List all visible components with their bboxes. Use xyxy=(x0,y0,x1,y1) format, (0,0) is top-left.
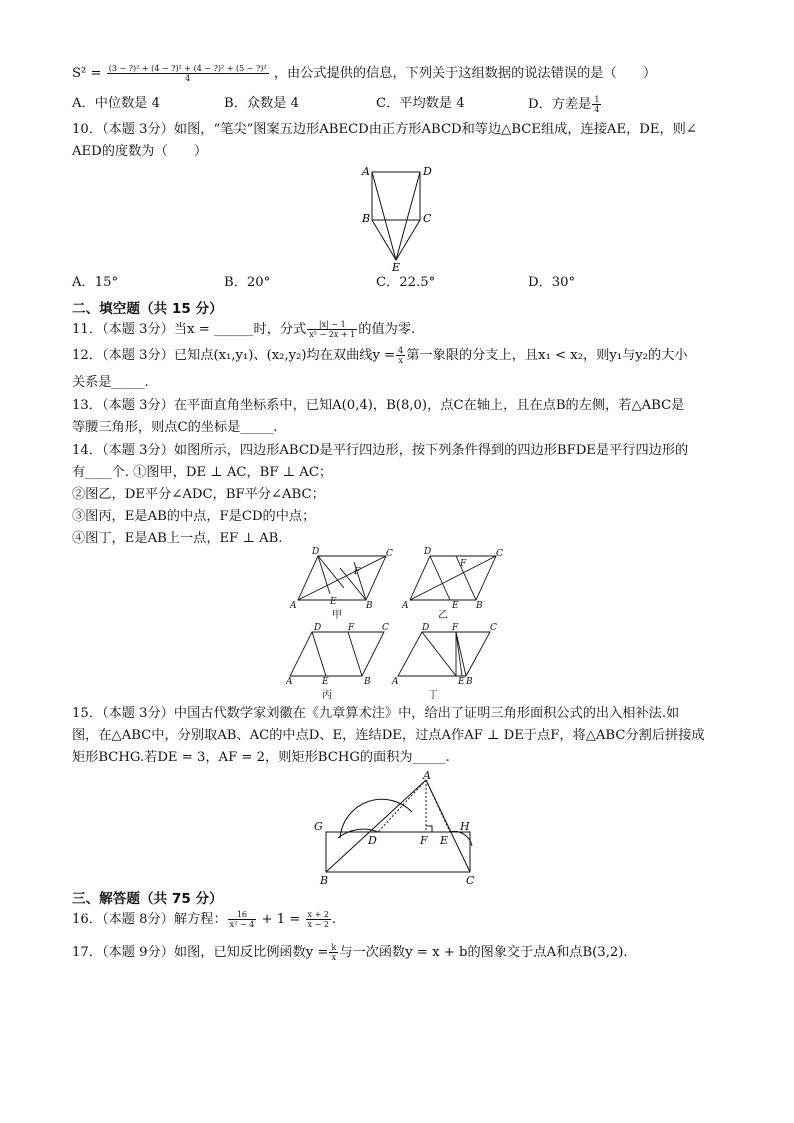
q15-label-f: F xyxy=(420,834,428,847)
q10-option-b: B．20° xyxy=(224,275,271,290)
q15-side-ab xyxy=(326,780,426,872)
q17-line: 17．（本题 9分）如图，已知反比例函数y = $\frac{k}{x}$ 与一次函数y = x + b的图象交于点A和点B(3,2). xyxy=(72,943,628,962)
q14-yi-label-c: C xyxy=(496,549,503,559)
q15-line3: 矩形BCHG.若DE = 3，AF = 2，则矩形BCHG的面积为_____. xyxy=(72,750,450,765)
q14-line5: ④图丁，E是AB上一点，EF ⊥ AB. xyxy=(72,531,283,546)
q15-label-c: C xyxy=(466,874,475,886)
q14-bing-label-e: E xyxy=(322,677,329,687)
q11-fraction: $\frac{|x| - 1}{\text{x² − 2x + 1}}$ xyxy=(309,320,356,339)
q14-bing-label-b: B xyxy=(364,677,371,687)
q9-formula-fraction xyxy=(107,64,269,83)
q14-yi-label-e: E xyxy=(452,601,459,611)
q14-ding-label-f: F xyxy=(452,623,459,633)
q14-jia-label-b: B xyxy=(366,601,373,611)
q14-bing-label-f: F xyxy=(348,623,355,633)
q16-fraction-left: $\frac{16}{\text{x² − 4}}$ xyxy=(229,910,255,929)
q15-dash-ad xyxy=(378,780,426,832)
q9-formula-numerator: (3 − ?)² + (4 − ?)² + (4 − ?)² + (5 − ?)² xyxy=(108,64,267,73)
q9-option-d: D．方差是 $\frac{1}{4}$ xyxy=(528,95,600,114)
q14-figure-yi xyxy=(410,556,496,600)
q10-label-c: C xyxy=(423,212,432,225)
q10-option-a: A．15° xyxy=(72,275,119,290)
q14-bing-label-d: D xyxy=(314,623,322,633)
q14-line1: 14．（本题 3分）如图所示，四边形ABCD是平行四边形，按下列条件得到的四边形BFDE是平行四边形的 xyxy=(72,443,689,458)
q15-rotation-arc-right xyxy=(450,831,472,846)
q9-option-c: C．平均数是 4 xyxy=(376,96,465,111)
q15-label-d: D xyxy=(368,834,377,847)
q14-yi-label-b: B xyxy=(476,601,483,611)
q15-label-g: G xyxy=(314,820,323,833)
q15-figure xyxy=(312,768,492,886)
q12-line1: 12．（本题 3分）已知点(x₁,y₁)、(x₂,y₂)均在双曲线y = $\frac{4}{x}$ 第一象限的分支上，且x₁ < x₂，则y₁与y₂的大小 xyxy=(72,346,688,365)
q10-line2: AED的度数为（ ） xyxy=(72,144,208,159)
q14-figure-bing xyxy=(290,632,384,676)
q16-fraction-right: $\frac{x + 2}{x - 2}$ xyxy=(307,910,329,929)
q14-line4: ③图丙，E是AB的中点，F是CD的中点； xyxy=(72,509,316,524)
q11-line: 11．（本题 3分）当x = ______时，分式 $\frac{|x| - 1}{\text{x² − 2x + 1}}$ 的值为零. xyxy=(72,320,416,339)
q14-jia-label-a: A xyxy=(290,601,297,611)
section-fill-in-title: 二、填空题（共 15 分） xyxy=(72,301,223,317)
q9-formula-denominator: 4 xyxy=(185,74,191,83)
q13-line2: 等腰三角形，则点C的坐标是_____. xyxy=(72,420,278,435)
q15-right-angle xyxy=(426,826,432,832)
q10-segment-ae xyxy=(372,172,396,260)
q10-label-a: A xyxy=(362,165,370,178)
q10-option-d: D．30° xyxy=(528,275,576,290)
q14-bing-label-a: A xyxy=(286,677,293,687)
q16-line: 16．（本题 8分）解方程： $\frac{16}{\text{x² − 4}}$ + 1 = $\frac{x + 2}{x - 2}$ . xyxy=(72,910,337,929)
q15-line2: 图，在△ABC中，分别取AB、AC的中点D、E，连结DE，过点A作AF ⊥ DE于点F，将△ABC分割后拼接成 xyxy=(72,728,705,743)
q9-text: ，由公式提供的信息，下列关于这组数据的说法错误的是（ ） xyxy=(273,66,657,81)
q15-line1: 15．（本题 3分）中国古代数学家刘徽在《九章算术注》中，给出了证明三角形面积公式的出入相补法.如 xyxy=(72,706,680,721)
q10-triangle xyxy=(372,220,420,260)
q10-figure xyxy=(356,160,436,272)
q10-segment-de xyxy=(396,172,420,260)
q14-jia-label-c: C xyxy=(386,549,393,559)
q14-yi-label-a: A xyxy=(402,601,409,611)
q15-label-e: E xyxy=(440,834,449,847)
q14-ding-label-d: D xyxy=(422,623,430,633)
q14-jia-label-d: D xyxy=(312,547,320,557)
q14-yi-label-f: F xyxy=(460,559,467,569)
q9-option-a: A．中位数是 4 xyxy=(72,96,161,111)
q15-label-a: A xyxy=(423,769,431,782)
q14-caption-yi: 乙 xyxy=(438,610,448,621)
q13-line1: 13．（本题 3分）在平面直角坐标系中，已知A(0,4)，B(8,0)，点C在轴上，且在点B的左侧，若△ABC是 xyxy=(72,398,685,413)
q14-yi-label-d: D xyxy=(424,547,432,557)
q10-square xyxy=(372,172,420,220)
q10-label-b: B xyxy=(362,212,371,225)
q14-figure-ding xyxy=(398,632,490,676)
q10-option-c: C．22.5° xyxy=(376,275,436,290)
q9-option-b: B．众数是 4 xyxy=(224,96,300,111)
q14-caption-jia: 甲 xyxy=(332,610,342,621)
q10-label-d: D xyxy=(423,165,432,178)
q9-line xyxy=(72,64,656,83)
q17-fraction: $\frac{k}{x}$ xyxy=(331,943,337,962)
q14-line3: ②图乙，DE平分∠ADC，BF平分∠ABC； xyxy=(72,487,325,502)
q14-line2: 有____个. ①图甲，DE ⊥ AC，BF ⊥ AC； xyxy=(72,465,333,480)
section-solutions-title: 三、解答题（共 75 分） xyxy=(72,891,223,907)
q15-label-b: B xyxy=(320,874,329,886)
q12-fraction: $\frac{4}{x}$ xyxy=(398,346,404,365)
q15-dash-ae xyxy=(426,780,450,832)
q14-bing-label-c: C xyxy=(382,623,389,633)
q14-ding-label-c: C xyxy=(490,623,497,633)
q14-jia-label-f: F xyxy=(354,567,361,577)
q15-label-h: H xyxy=(460,820,470,833)
q14-caption-ding: 丁 xyxy=(428,690,438,701)
q14-ding-label-a: A xyxy=(392,677,399,687)
q9-formula-lhs: S² = xyxy=(72,66,102,81)
q9-option-d-fraction: $\frac{1}{4}$ xyxy=(594,95,600,114)
q14-figure-jia xyxy=(298,556,386,600)
q12-line2: 关系是_____. xyxy=(72,375,149,390)
q14-ding-label-e: E xyxy=(458,677,465,687)
q14-ding-label-b: B xyxy=(466,677,473,687)
q14-caption-bing: 丙 xyxy=(322,690,332,701)
q14-jia-label-e: E xyxy=(330,597,337,607)
q10-line1: 10．（本题 3分）如图，“笔尖”图案五边形ABECD由正方形ABCD和等边△BCE组成，连接AE，DE，则∠ xyxy=(72,122,697,137)
q10-label-e: E xyxy=(392,261,401,272)
q14-figures xyxy=(286,546,518,704)
